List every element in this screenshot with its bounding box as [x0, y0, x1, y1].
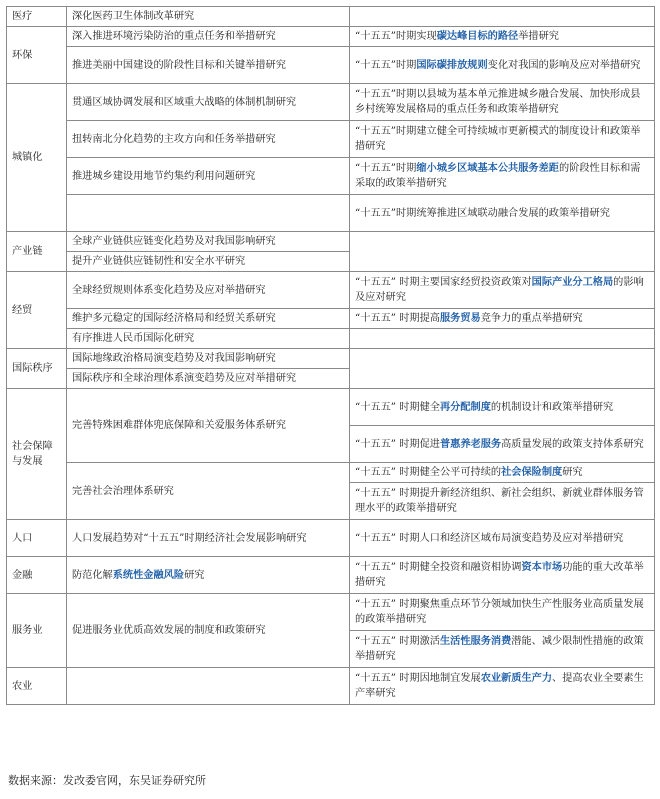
table-row [7, 668, 655, 705]
cell-text: “十五五” 时期提高 [355, 313, 440, 324]
table-row [7, 84, 655, 121]
category-cell: 社会保障与发展 [7, 389, 67, 520]
topic-cell [67, 121, 350, 158]
cell-text: “十五五”时期 [355, 59, 417, 71]
topic-cell [67, 7, 350, 27]
table-row [7, 520, 655, 557]
topic-cell [67, 84, 350, 121]
topic-cell [67, 329, 350, 349]
subtopic-cell [350, 594, 655, 631]
subtopic-cell [350, 27, 655, 47]
highlight-text: 农业新质生产力 [480, 672, 553, 684]
cell-text: 推进城乡建设用地节约集约利用问题研究 [72, 170, 256, 182]
topic-cell [67, 232, 350, 252]
category-cell: 金融 [7, 557, 67, 594]
table-row [7, 195, 655, 232]
topic-cell [67, 594, 350, 668]
cell-text: “十五五”时期实现 [355, 31, 437, 42]
cell-text: 促进服务业优质高效发展的制度和政策研究 [72, 625, 266, 636]
table-row [7, 329, 655, 349]
highlight-text: 资本市场 [521, 561, 563, 573]
table-body [7, 7, 655, 705]
cell-text: “十五五” 时期人口和经济区域布局演变趋势及应对举措研究 [355, 532, 624, 544]
subtopic-cell [350, 232, 655, 272]
subtopic-cell [350, 389, 655, 426]
cell-text: 竞争力的重点举措研究 [480, 313, 583, 324]
category-cell: 经贸 [7, 272, 67, 349]
subtopic-cell [350, 195, 655, 232]
highlight-text: 系统性金融风险 [112, 568, 185, 581]
cell-text: 深入推进环境污染防治的重点任务和举措研究 [72, 31, 276, 42]
cell-text: 提升产业链供应链韧性和安全水平研究 [72, 256, 246, 267]
highlight-text: 国际碳排放规则 [416, 58, 488, 71]
topic-cell [67, 369, 350, 389]
cell-text: “十五五” 时期健全 [355, 401, 440, 413]
category-cell: 服务业 [7, 594, 67, 668]
cell-text: 研究 [562, 467, 583, 478]
subtopic-cell [350, 309, 655, 329]
cell-text: 研究 [184, 569, 205, 581]
subtopic-cell [350, 483, 655, 520]
cell-text: 国际地缘政治格局演变趋势及对我国影响研究 [72, 353, 276, 364]
topic-cell [67, 668, 350, 705]
table-row [7, 27, 655, 47]
cell-text: 国际秩序和全球治理体系演变趋势及应对举措研究 [72, 373, 297, 384]
category-cell: 医疗 [7, 7, 67, 27]
subtopic-cell [350, 349, 655, 389]
cell-text: 贯通区域协调发展和区域重大战略的体制机制研究 [72, 96, 297, 108]
subtopic-cell [350, 631, 655, 668]
subtopic-cell [350, 520, 655, 557]
cell-text: 全球经贸规则体系变化趋势及应对举措研究 [72, 284, 266, 296]
highlight-text: 缩小城乡区域基本公共服务差距 [416, 162, 559, 174]
cell-text: 、提高农业全要素生产率研究 [355, 673, 644, 699]
cell-text: 深化医药卫生体制改革研究 [72, 11, 195, 22]
category-cell: 城镇化 [7, 84, 67, 232]
cell-text: “十五五”时期建立健全可持续城市更新模式的制度设计和政策举措研究 [355, 126, 641, 152]
table-row [7, 121, 655, 158]
topic-cell [67, 272, 350, 309]
cell-text: 全球产业链供应链变化趋势及对我国影响研究 [72, 236, 276, 247]
subtopic-cell [350, 121, 655, 158]
subtopic-cell [350, 557, 655, 594]
cell-text: 举措研究 [518, 31, 559, 42]
cell-text: 变化对我国的影响及应对举措研究 [487, 59, 641, 71]
subtopic-cell [350, 84, 655, 121]
subtopic-cell [350, 463, 655, 483]
subtopic-cell [350, 329, 655, 349]
topic-cell [67, 389, 350, 463]
topic-cell [67, 27, 350, 47]
topic-cell [67, 47, 350, 84]
cell-text: “十五五” 时期激活 [355, 636, 440, 647]
cell-text: 功能的重大改革举措研究 [355, 562, 644, 588]
cell-text: “十五五”时期统筹推进区域联动融合发展的政策举措研究 [355, 207, 610, 219]
highlight-text: 国际产业分工格局 [531, 276, 614, 288]
category-cell: 环保 [7, 27, 67, 84]
table-row [7, 272, 655, 309]
subtopic-cell [350, 47, 655, 84]
cell-text: 的机制设计和政策举措研究 [490, 401, 614, 413]
topic-cell [67, 463, 350, 520]
cell-text: 完善社会治理体系研究 [72, 485, 174, 497]
highlight-text: 碳达峰目标的路径 [436, 30, 519, 42]
cell-text: 推进美丽中国建设的阶段性目标和关键举措研究 [72, 59, 286, 71]
topic-cell [67, 195, 350, 232]
category-cell: 农业 [7, 668, 67, 705]
highlight-text: 普惠养老服务 [439, 437, 502, 450]
highlight-text: 再分配制度 [439, 400, 491, 413]
table-row [7, 594, 655, 631]
cell-text: 高质量发展的政策支持体系研究 [501, 438, 644, 450]
table-row [7, 463, 655, 483]
topic-cell [67, 309, 350, 329]
subtopic-cell [350, 668, 655, 705]
highlight-text: 生活性服务消费 [439, 635, 512, 647]
table-row [7, 232, 655, 252]
research-topics-table [6, 6, 655, 705]
cell-text: “十五五” 时期健全投资和融资相协调 [355, 562, 522, 573]
cell-text: 扭转南北分化趋势的主攻方向和任务举措研究 [72, 133, 276, 145]
cell-text: “十五五” 时期聚焦重点环节分领域加快生产性服务业高质量发展的政策举措研究 [355, 599, 644, 625]
category-cell: 人口 [7, 520, 67, 557]
cell-text: “十五五” 时期健全公平可持续的 [355, 467, 502, 478]
cell-text: “十五五” 时期提升新经济组织、新社会组织、新就业群体服务管理水平的政策举措研究 [355, 488, 644, 514]
topic-cell [67, 520, 350, 557]
topic-cell [67, 252, 350, 272]
subtopic-cell [350, 7, 655, 27]
table-row [7, 349, 655, 369]
subtopic-cell [350, 272, 655, 309]
topic-cell [67, 158, 350, 195]
cell-text: 有序推进人民币国际化研究 [72, 333, 195, 344]
category-cell: 国际秩序 [7, 349, 67, 389]
topic-cell [67, 557, 350, 594]
category-cell: 产业链 [7, 232, 67, 272]
table-row [7, 309, 655, 329]
subtopic-cell [350, 426, 655, 463]
table-row [7, 47, 655, 84]
highlight-text: 服务贸易 [439, 312, 481, 324]
topic-cell [67, 349, 350, 369]
cell-text: “十五五” 时期促进 [355, 438, 440, 450]
cell-text: 防范化解 [72, 569, 113, 581]
cell-text: 潜能、减少限制性措施的政策举措研究 [355, 636, 644, 662]
cell-text: 完善特殊困难群体兜底保障和关爱服务体系研究 [72, 420, 286, 431]
highlight-text: 社会保险制度 [501, 466, 563, 478]
cell-text: “十五五” 时期主要国家经贸投资政策对 [355, 277, 532, 288]
data-source-note: 数据来源：发改委官网，东吴证券研究所 [8, 774, 206, 787]
cell-text: 人口发展趋势对“十五五”时期经济社会发展影响研究 [72, 532, 307, 544]
table-row [7, 557, 655, 594]
subtopic-cell [350, 158, 655, 195]
table-row [7, 158, 655, 195]
cell-text: “十五五” 时期因地制宜发展 [355, 673, 481, 684]
cell-text: 的阶段性目标和需采取的政策举措研究 [355, 163, 641, 189]
cell-text: “十五五”时期 [355, 163, 417, 174]
cell-text: “十五五”时期以县城为基本单元推进城乡融合发展、加快形成县乡村统筹发展格局的重点任务和政策举措研究 [355, 89, 641, 115]
cell-text: 的影响及应对研究 [355, 277, 644, 303]
table-row [7, 7, 655, 27]
table-row [7, 389, 655, 426]
cell-text: 维护多元稳定的国际经济格局和经贸关系研究 [72, 313, 276, 324]
